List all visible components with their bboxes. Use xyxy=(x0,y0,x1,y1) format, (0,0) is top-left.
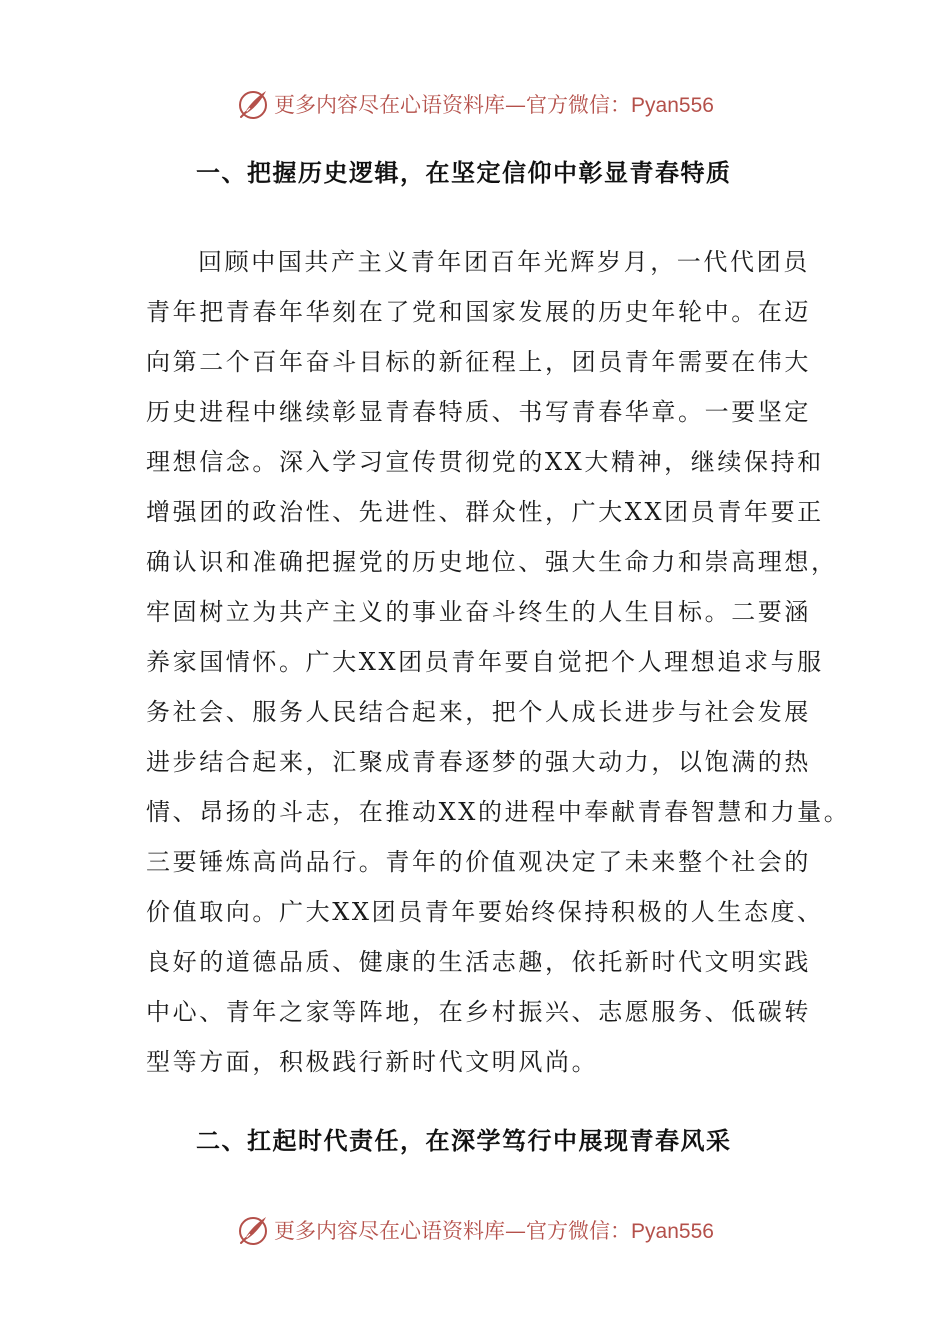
paragraph-line: 增强团的政治性、先进性、群众性，广大XX团员青年要正 xyxy=(146,498,824,526)
quill-pen-icon xyxy=(236,1213,270,1247)
paragraph-line: 向第二个百年奋斗目标的新征程上，团员青年需要在伟大 xyxy=(146,348,811,376)
section-1-paragraph xyxy=(146,237,851,1087)
section-heading-1: 一、把握历史逻辑，在坚定信仰中彰显青春特质 xyxy=(196,159,732,187)
section-heading-2: 二、扛起时代责任，在深学笃行中展现青春风采 xyxy=(196,1127,732,1155)
quill-pen-icon xyxy=(236,87,270,121)
paragraph-line: 中心、青年之家等阵地，在乡村振兴、志愿服务、低碳转 xyxy=(146,998,811,1026)
banner-text: 更多内容尽在心语资料库—官方微信：Pyan556 xyxy=(274,93,714,117)
footer-watermark-banner xyxy=(0,1210,950,1250)
paragraph-line: 确认识和准确把握党的历史地位、强大生命力和崇高理想， xyxy=(146,548,838,576)
paragraph-line: 价值取向。广大XX团员青年要始终保持积极的人生态度、 xyxy=(146,898,824,926)
paragraph-line: 务社会、服务人民结合起来，把个人成长进步与社会发展 xyxy=(146,698,811,726)
wechat-id: Pyan556 xyxy=(631,94,714,117)
paragraph-line: 进步结合起来，汇聚成青春逐梦的强大动力，以饱满的热 xyxy=(146,748,811,776)
paragraph-line: 青年把青春年华刻在了党和国家发展的历史年轮中。在迈 xyxy=(146,298,811,326)
banner-text: 更多内容尽在心语资料库—官方微信：Pyan556 xyxy=(274,1219,714,1243)
paragraph-line: 三要锤炼高尚品行。青年的价值观决定了未来整个社会的 xyxy=(146,848,811,876)
paragraph-line: 良好的道德品质、健康的生活志趣，依托新时代文明实践 xyxy=(146,948,811,976)
paragraph-line: 回顾中国共产主义青年团百年光辉岁月，一代代团员 xyxy=(198,248,810,276)
paragraph-line: 历史进程中继续彰显青春特质、书写青春华章。一要坚定 xyxy=(146,398,811,426)
wechat-id: Pyan556 xyxy=(631,1220,714,1243)
paragraph-line: 理想信念。深入学习宣传贯彻党的XX大精神，继续保持和 xyxy=(146,448,824,476)
header-watermark-banner xyxy=(0,84,950,124)
paragraph-line: 情、昂扬的斗志，在推动XX的进程中奉献青春智慧和力量。 xyxy=(146,798,851,826)
paragraph-line: 养家国情怀。广大XX团员青年要自觉把个人理想追求与服 xyxy=(146,648,824,676)
paragraph-line: 型等方面，积极践行新时代文明风尚。 xyxy=(146,1048,599,1076)
paragraph-line: 牢固树立为共产主义的事业奋斗终生的人生目标。二要涵 xyxy=(146,598,811,626)
